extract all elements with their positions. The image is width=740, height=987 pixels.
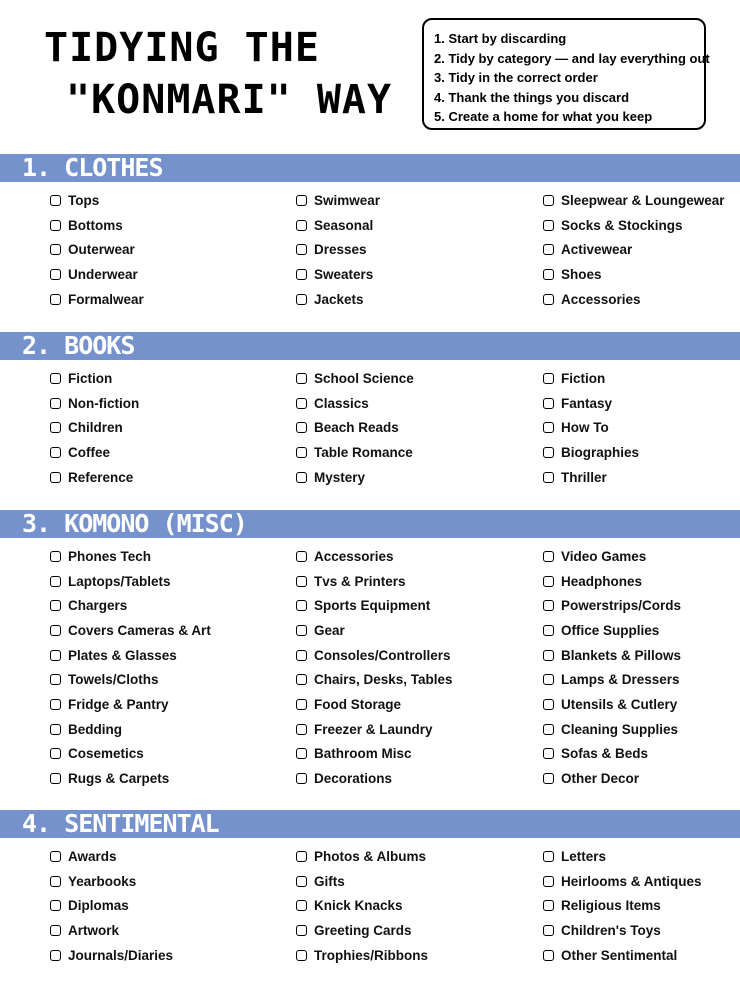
checklist-item[interactable] [296, 287, 380, 312]
checkbox[interactable] [296, 674, 307, 685]
checklist-item[interactable] [543, 943, 702, 968]
checklist-item-label: Greeting Cards [314, 922, 412, 938]
checklist-column [296, 844, 428, 967]
checklist-item-label: Gear [314, 622, 345, 638]
checklist-item-label: Children [68, 420, 123, 436]
checklist-item[interactable] [543, 262, 725, 287]
checklist-item-label: Consoles/Controllers [314, 647, 451, 663]
checklist-item-label: Blankets & Pillows [561, 647, 682, 663]
checklist-item-label: Trophies/Ribbons [314, 947, 429, 963]
checkbox[interactable] [543, 699, 554, 710]
checklist-item[interactable] [296, 213, 380, 238]
checklist-item[interactable] [50, 544, 211, 569]
checklist-item[interactable] [50, 844, 173, 869]
section-heading-komono [0, 510, 740, 538]
checkbox[interactable] [50, 851, 61, 862]
checklist-item-label: Artwork [68, 922, 120, 938]
checklist-item[interactable] [543, 415, 639, 440]
checklist-item-label: Accessories [314, 548, 394, 564]
checklist-item-label: Beach Reads [314, 420, 399, 436]
checkbox[interactable] [296, 373, 307, 384]
checklist-item-label: Decorations [314, 771, 393, 787]
checkbox[interactable] [50, 220, 61, 231]
step-4: 4. Thank the things you discard [434, 89, 630, 105]
checklist-item[interactable] [543, 844, 702, 869]
checklist-item-label: Underwear [68, 266, 138, 282]
section-heading-clothes [0, 154, 740, 182]
checkbox[interactable] [543, 294, 554, 305]
checkbox[interactable] [543, 773, 554, 784]
checklist-item-label: Chargers [68, 598, 128, 614]
checklist-item-label: Sleepwear & Loungewear [561, 192, 725, 208]
checklist-item-label: Children's Toys [561, 922, 661, 938]
checklist-item-label: Diplomas [68, 898, 129, 914]
checklist-item[interactable] [543, 366, 639, 391]
checklist-item[interactable] [543, 869, 702, 894]
checkbox[interactable] [543, 220, 554, 231]
checkbox[interactable] [543, 600, 554, 611]
checkbox[interactable] [50, 472, 61, 483]
checkbox[interactable] [543, 244, 554, 255]
checklist-item-label: Activewear [561, 242, 633, 258]
checklist-item-label: Socks & Stockings [561, 217, 683, 233]
checklist-item-label: Letters [561, 848, 607, 864]
checklist-item-label: Rugs & Carpets [68, 771, 170, 787]
checkbox[interactable] [296, 900, 307, 911]
checklist-column [50, 844, 173, 967]
checklist-item-label: Swimwear [314, 192, 381, 208]
checkbox[interactable] [50, 773, 61, 784]
checkbox[interactable] [50, 699, 61, 710]
page-title [0, 22, 420, 126]
checkbox[interactable] [296, 773, 307, 784]
checklist-item[interactable] [296, 766, 453, 791]
checkbox[interactable] [296, 950, 307, 961]
checkbox[interactable] [296, 876, 307, 887]
checkbox[interactable] [543, 674, 554, 685]
checklist-column [296, 188, 380, 311]
checklist-column [543, 844, 702, 967]
checklist-item-label: Sofas & Beds [561, 746, 649, 762]
checkbox[interactable] [50, 551, 61, 562]
checkbox[interactable] [543, 398, 554, 409]
checklist-item[interactable] [296, 893, 428, 918]
checklist-item[interactable] [543, 742, 681, 767]
checklist-item[interactable] [50, 692, 211, 717]
checklist-item[interactable] [50, 618, 211, 643]
checklist-item-label: Fiction [68, 370, 113, 386]
checklist-item[interactable] [296, 667, 453, 692]
checkbox[interactable] [296, 699, 307, 710]
checklist-item-label: Office Supplies [561, 622, 660, 638]
checkbox[interactable] [50, 398, 61, 409]
checklist-item-label: Classics [314, 395, 369, 411]
checklist-item[interactable] [296, 366, 414, 391]
checklist-item[interactable] [296, 465, 414, 490]
checklist-item[interactable] [50, 188, 144, 213]
checklist-item-label: Bedding [68, 721, 122, 737]
checkbox[interactable] [296, 650, 307, 661]
checklist-item-label: Heirlooms & Antiques [561, 873, 702, 889]
step-1: 1. Start by discarding [434, 31, 567, 46]
checklist-item-label: Covers Cameras & Art [68, 622, 211, 638]
checklist-item-label: Photos & Albums [314, 848, 427, 864]
checkbox[interactable] [50, 373, 61, 384]
checklist-item[interactable] [543, 391, 639, 416]
checklist-item-label: Thriller [561, 469, 607, 485]
checklist-item[interactable] [543, 643, 681, 668]
section-heading-text: 1. CLOTHES [22, 153, 163, 182]
checklist-item[interactable] [296, 262, 380, 287]
checklist-item[interactable] [50, 366, 139, 391]
checklist-item[interactable] [543, 766, 681, 791]
checkbox[interactable] [296, 925, 307, 936]
checklist-item[interactable] [543, 544, 681, 569]
checkbox[interactable] [296, 220, 307, 231]
checklist-item-label: Gifts [314, 873, 345, 889]
checkbox[interactable] [50, 724, 61, 735]
checkbox[interactable] [50, 625, 61, 636]
checkbox[interactable] [296, 422, 307, 433]
checkbox[interactable] [543, 269, 554, 280]
checkbox[interactable] [296, 851, 307, 862]
checklist-item[interactable] [296, 440, 414, 465]
checklist-item[interactable] [296, 593, 453, 618]
checklist-item[interactable] [543, 237, 725, 262]
checklist-item-label: Lamps & Dressers [561, 672, 680, 688]
checklist-item[interactable] [543, 213, 725, 238]
checklist-item-label: Reference [68, 469, 134, 485]
checklist-item-label: Accessories [561, 291, 641, 307]
checklist-item[interactable] [50, 213, 144, 238]
checklist-item[interactable] [50, 918, 173, 943]
checkbox[interactable] [50, 294, 61, 305]
checkbox[interactable] [296, 748, 307, 759]
checklist-item-label: Outerwear [68, 242, 135, 258]
checklist-item[interactable] [50, 717, 211, 742]
checkbox[interactable] [296, 398, 307, 409]
step-5: 5. Create a home for what you keep [434, 109, 653, 125]
checkbox[interactable] [50, 600, 61, 611]
checkbox[interactable] [543, 472, 554, 483]
checklist-item[interactable] [543, 569, 681, 594]
checklist-item-label: Biographies [561, 444, 640, 460]
section-heading-books [0, 332, 740, 360]
checklist-item-label: Religious Items [561, 898, 661, 914]
checklist-column [543, 188, 725, 311]
checklist-item[interactable] [50, 766, 211, 791]
checklist-item[interactable] [543, 893, 702, 918]
section-heading-text: 2. BOOKS [22, 331, 135, 360]
checkbox[interactable] [50, 269, 61, 280]
checkbox[interactable] [50, 925, 61, 936]
checklist-item-label: Jackets [314, 291, 364, 307]
checkbox[interactable] [296, 600, 307, 611]
checkbox[interactable] [543, 748, 554, 759]
checklist-item[interactable] [50, 391, 139, 416]
checkbox[interactable] [543, 950, 554, 961]
checklist-item-label: Video Games [561, 548, 647, 564]
checklist-item-label: Tops [68, 192, 100, 208]
checklist-item-label: Yearbooks [68, 873, 137, 889]
checklist-item-label: Plates & Glasses [68, 647, 177, 663]
checkbox[interactable] [50, 748, 61, 759]
checklist-item[interactable] [543, 440, 639, 465]
checklist-item-label: Bottoms [68, 217, 123, 233]
checklist-item[interactable] [543, 287, 725, 312]
checkbox[interactable] [296, 724, 307, 735]
checklist-item-label: Powerstrips/Cords [561, 598, 682, 614]
checkbox[interactable] [543, 422, 554, 433]
checkbox[interactable] [543, 900, 554, 911]
checklist-item-label: Knick Knacks [314, 898, 403, 914]
checklist-item[interactable] [296, 188, 380, 213]
checklist-item-label: Fiction [561, 370, 606, 386]
step-2: 2. Tidy by category — and lay everything out [434, 50, 710, 66]
checkbox[interactable] [296, 472, 307, 483]
checklist-item[interactable] [50, 667, 211, 692]
checkbox[interactable] [543, 851, 554, 862]
checkbox[interactable] [543, 373, 554, 384]
checkbox[interactable] [543, 195, 554, 206]
checklist-item-label: Sports Equipment [314, 598, 431, 614]
checklist-item[interactable] [296, 692, 453, 717]
checklist-item-label: Headphones [561, 573, 643, 589]
checklist-item[interactable] [50, 943, 173, 968]
checklist-item[interactable] [296, 544, 453, 569]
checkbox[interactable] [296, 576, 307, 587]
section-heading-text: 3. KOMONO (MISC) [22, 509, 247, 538]
checklist-item-label: Other Sentimental [561, 947, 678, 963]
checklist-item-label: Food Storage [314, 696, 401, 712]
steps-box [422, 18, 710, 130]
checklist-item-label: Bathroom Misc [314, 746, 412, 762]
checkbox[interactable] [50, 576, 61, 587]
checklist-item[interactable] [296, 869, 428, 894]
checklist-item[interactable] [50, 237, 144, 262]
checklist-item[interactable] [296, 618, 453, 643]
section-heading-text: 4. SENTIMENTAL [22, 809, 219, 838]
checkbox[interactable] [50, 244, 61, 255]
checklist-column [296, 366, 414, 489]
checkbox[interactable] [543, 447, 554, 458]
checkbox[interactable] [50, 650, 61, 661]
checklist-item[interactable] [50, 742, 211, 767]
checklist-item[interactable] [543, 918, 702, 943]
checklist-item-label: Tvs & Printers [314, 573, 406, 589]
checkbox[interactable] [543, 625, 554, 636]
checklist-item-label: Other Decor [561, 771, 640, 787]
checklist-item[interactable] [50, 593, 211, 618]
checkbox[interactable] [296, 294, 307, 305]
checklist-item-label: Sweaters [314, 266, 374, 282]
checklist-item[interactable] [296, 237, 380, 262]
checklist-item-label: School Science [314, 370, 414, 386]
checklist-item-label: Freezer & Laundry [314, 721, 433, 737]
checklist-item[interactable] [296, 918, 428, 943]
checklist-item-label: Fantasy [561, 395, 613, 411]
checklist-item[interactable] [543, 465, 639, 490]
checkbox[interactable] [296, 447, 307, 458]
checklist-item[interactable] [50, 893, 173, 918]
checkbox[interactable] [50, 674, 61, 685]
checkbox[interactable] [543, 650, 554, 661]
checklist-item[interactable] [296, 643, 453, 668]
checklist-item[interactable] [296, 717, 453, 742]
checkbox[interactable] [543, 576, 554, 587]
checklist-item[interactable] [50, 643, 211, 668]
checklist-item-label: Laptops/Tablets [68, 573, 171, 589]
checkbox[interactable] [543, 925, 554, 936]
checklist-item[interactable] [543, 188, 725, 213]
checklist-column [543, 366, 639, 489]
checkbox[interactable] [543, 876, 554, 887]
checklist-item-label: Phones Tech [68, 548, 152, 564]
checkbox[interactable] [50, 447, 61, 458]
checklist-item[interactable] [50, 465, 139, 490]
checklist-item[interactable] [50, 262, 144, 287]
checkbox[interactable] [50, 900, 61, 911]
checklist-item-label: Table Romance [314, 444, 413, 460]
checklist-item-label: Non-fiction [68, 395, 140, 411]
checkbox[interactable] [50, 876, 61, 887]
checklist-item-label: Cosemetics [68, 746, 144, 762]
checkbox[interactable] [50, 950, 61, 961]
checklist-item-label: Coffee [68, 444, 111, 460]
checklist-item[interactable] [543, 593, 681, 618]
checklist-item-label: Fridge & Pantry [68, 696, 169, 712]
checklist-item[interactable] [296, 415, 414, 440]
checklist-item-label: Utensils & Cutlery [561, 696, 678, 712]
checklist-column [50, 188, 144, 311]
checkbox[interactable] [543, 724, 554, 735]
checklist-item-label: Chairs, Desks, Tables [314, 672, 453, 688]
checkbox[interactable] [296, 551, 307, 562]
checklist-item[interactable] [296, 569, 453, 594]
checklist-item[interactable] [296, 943, 428, 968]
checklist-item[interactable] [543, 692, 681, 717]
checklist-item[interactable] [50, 415, 139, 440]
checklist-item[interactable] [543, 618, 681, 643]
section-heading-sentimental [0, 810, 740, 838]
checklist-item-label: Dresses [314, 242, 367, 258]
page-title-line-1: TIDYING THE [44, 25, 320, 71]
checkbox[interactable] [296, 269, 307, 280]
checklist-item-label: Awards [68, 848, 117, 864]
checklist-column [296, 544, 453, 791]
checklist-item-label: Cleaning Supplies [561, 721, 679, 737]
checklist-item-label: Mystery [314, 469, 366, 485]
checklist-item[interactable] [296, 742, 453, 767]
checklist-column [543, 544, 681, 791]
checklist-item-label: How To [561, 420, 609, 436]
checklist-item-label: Formalwear [68, 291, 144, 307]
checkbox[interactable] [50, 195, 61, 206]
checklist-item[interactable] [543, 667, 681, 692]
checklist-column [50, 366, 139, 489]
checkbox[interactable] [296, 244, 307, 255]
checkbox[interactable] [543, 551, 554, 562]
page-title-line-2: "KONMARI" WAY [66, 77, 393, 123]
step-3: 3. Tidy in the correct order [434, 70, 598, 86]
checklist-column [50, 544, 211, 791]
checklist-item[interactable] [50, 440, 139, 465]
checkbox[interactable] [296, 195, 307, 206]
checklist-item-label: Shoes [561, 266, 602, 282]
checklist-item[interactable] [543, 717, 681, 742]
checklist-item-label: Seasonal [314, 217, 374, 233]
checklist-item[interactable] [296, 844, 428, 869]
checklist-item-label: Towels/Cloths [68, 672, 159, 688]
checklist-item[interactable] [50, 569, 211, 594]
checklist-item[interactable] [296, 391, 414, 416]
checkbox[interactable] [296, 625, 307, 636]
checkbox[interactable] [50, 422, 61, 433]
checklist-item[interactable] [50, 869, 173, 894]
checklist-item[interactable] [50, 287, 144, 312]
checklist-item-label: Journals/Diaries [68, 947, 174, 963]
